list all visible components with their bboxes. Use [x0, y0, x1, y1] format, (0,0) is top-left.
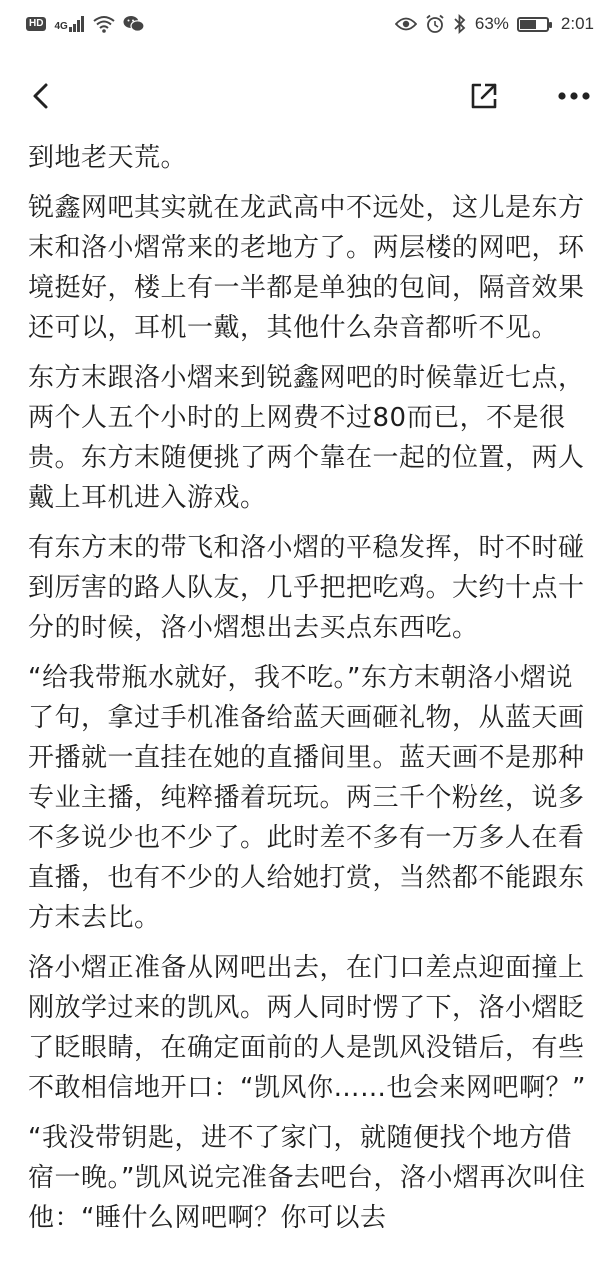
chevron-left-icon: [24, 78, 60, 114]
paragraph: “给我带瓶水就好，我不吃。”东方末朝洛小熠说了句，拿过手机准备给蓝天画砸礼物，从蓝天画开播就一直挂在她的直播间里。蓝天画不是那种专业主播，纯粹播着玩玩。两三千个粉丝，说多不多说少也不少了。此时差不多有一万多人在看直播，也有不少的人给她打赏，当然都不能跟东方末去比。: [28, 663, 585, 933]
network-type: 4G: [54, 21, 68, 32]
status-left: [26, 15, 145, 33]
paragraph: 有东方末的带飞和洛小熠的平稳发挥，时不时碰到厉害的路人队友，几乎把把吃鸡。大约十点十分的时候，洛小熠想出去买点东西吃。: [28, 533, 585, 643]
article-body: [28, 138, 594, 1248]
signal-icon: [69, 16, 85, 32]
wechat-icon: [123, 15, 145, 33]
status-bar: [0, 0, 616, 48]
battery-icon: [517, 17, 549, 32]
more-icon: [554, 78, 594, 114]
clock: 2:01: [560, 14, 594, 33]
share-button[interactable]: [466, 78, 502, 114]
signal-group: [54, 16, 84, 32]
paragraph: 到地老天荒。: [28, 143, 188, 173]
battery-percent: 63%: [474, 14, 509, 33]
paragraph: 洛小熠正准备从网吧出去，在门口差点迎面撞上刚放学过来的凯风。两人同时愣了下，洛小熠眨了眨眼睛，在确定面前的人是凯风没错后，有些不敢相信地开口：“凯风你……也会来网吧啊？”: [28, 953, 586, 1103]
more-button[interactable]: [554, 78, 594, 114]
eye-icon: [395, 16, 417, 32]
paragraph: “我没带钥匙，进不了家门，就随便找个地方借宿一晚。”凯风说完准备去吧台，洛小熠再次叫住他：“睡什么网吧啊？你可以去: [28, 1123, 586, 1233]
wifi-icon: [93, 15, 115, 33]
paragraph: 锐鑫网吧其实就在龙武高中不远处，这儿是东方末和洛小熠常来的老地方了。两层楼的网吧，环境挺好，楼上有一半都是单独的包间，隔音效果还可以，耳机一戴，其他什么杂音都听不见。: [28, 193, 585, 343]
bluetooth-icon: [453, 14, 467, 34]
back-button[interactable]: [24, 78, 60, 114]
share-icon: [466, 78, 502, 114]
hd-badge: HD: [26, 17, 46, 31]
battery-fill: [520, 20, 536, 29]
alarm-icon: [425, 14, 445, 34]
status-right: [395, 14, 594, 34]
paragraph: 东方末跟洛小熠来到锐鑫网吧的时候靠近七点，两个人五个小时的上网费不过80而已，不是很贵。东方末随便挑了两个靠在一起的位置，两人戴上耳机进入游戏。: [28, 363, 585, 513]
nav-bar: [0, 64, 616, 128]
